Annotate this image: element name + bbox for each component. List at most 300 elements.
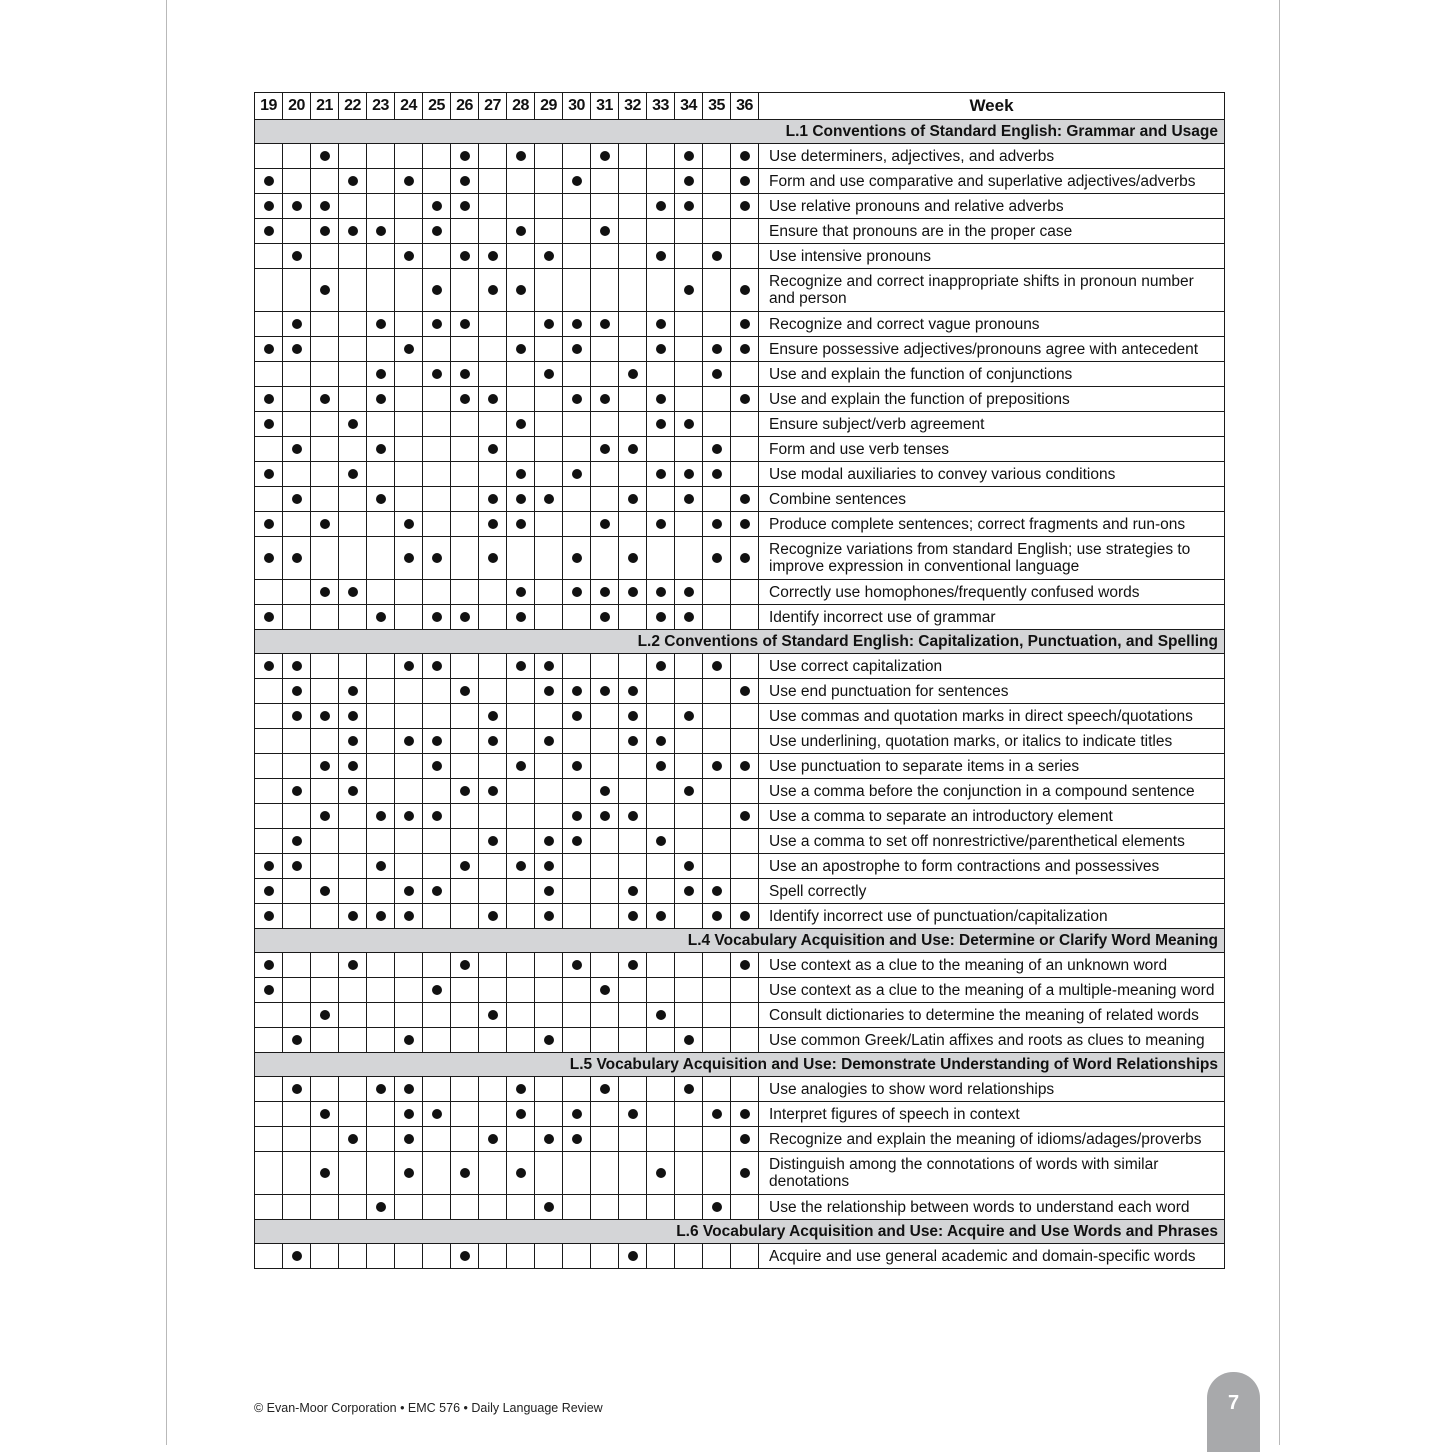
skill-mark <box>404 911 414 921</box>
week-cell-24 <box>395 854 423 879</box>
week-cell-21 <box>311 1195 339 1220</box>
skill-mark <box>320 886 330 896</box>
week-cell-21 <box>311 1102 339 1127</box>
section-header-row <box>255 929 1225 953</box>
week-cell-34 <box>675 1102 703 1127</box>
skill-mark <box>684 612 694 622</box>
week-cell-34 <box>675 804 703 829</box>
week-cell-25 <box>423 854 451 879</box>
week-cell-36 <box>731 337 759 362</box>
week-cell-30 <box>563 169 591 194</box>
skill-row <box>255 1127 1225 1152</box>
week-cell-23 <box>367 854 395 879</box>
skill-mark <box>348 761 358 771</box>
week-cell-24 <box>395 337 423 362</box>
skill-label: Use context as a clue to the meaning of a multiple-meaning word <box>759 978 1225 1003</box>
week-cell-30 <box>563 654 591 679</box>
skill-mark <box>264 661 274 671</box>
skill-label: Use a comma before the conjunction in a compound sentence <box>759 779 1225 804</box>
week-cell-27 <box>479 387 507 412</box>
skill-mark <box>516 519 526 529</box>
week-cell-35 <box>703 537 731 580</box>
week-cell-24 <box>395 487 423 512</box>
week-cell-20 <box>283 1244 311 1269</box>
week-cell-29 <box>535 754 563 779</box>
skill-mark <box>740 344 750 354</box>
skill-mark <box>432 985 442 995</box>
week-cell-33 <box>647 580 675 605</box>
week-cell-26 <box>451 437 479 462</box>
chart-body <box>255 120 1225 1269</box>
week-cell-31 <box>591 462 619 487</box>
skill-mark <box>656 736 666 746</box>
week-number-30: 30 <box>563 93 591 120</box>
skill-row <box>255 879 1225 904</box>
skill-mark <box>292 786 302 796</box>
skill-mark <box>292 251 302 261</box>
week-cell-25 <box>423 169 451 194</box>
week-cell-31 <box>591 512 619 537</box>
week-cell-27 <box>479 487 507 512</box>
week-cell-19 <box>255 1077 283 1102</box>
skill-mark <box>684 1035 694 1045</box>
week-cell-32 <box>619 754 647 779</box>
week-cell-30 <box>563 1152 591 1195</box>
week-cell-21 <box>311 729 339 754</box>
week-cell-24 <box>395 1102 423 1127</box>
skill-mark <box>544 911 554 921</box>
skill-mark <box>292 711 302 721</box>
week-cell-34 <box>675 312 703 337</box>
skill-mark <box>740 960 750 970</box>
skill-mark <box>544 1035 554 1045</box>
week-cell-26 <box>451 829 479 854</box>
skill-mark <box>516 151 526 161</box>
week-cell-29 <box>535 1127 563 1152</box>
week-cell-20 <box>283 1195 311 1220</box>
skill-mark <box>628 587 638 597</box>
week-cell-22 <box>339 269 367 312</box>
week-cell-30 <box>563 144 591 169</box>
skill-mark <box>292 861 302 871</box>
skill-row <box>255 169 1225 194</box>
week-cell-32 <box>619 1077 647 1102</box>
skill-mark <box>460 1168 470 1178</box>
week-cell-35 <box>703 804 731 829</box>
skill-mark <box>432 319 442 329</box>
skill-mark <box>684 1084 694 1094</box>
week-cell-26 <box>451 387 479 412</box>
skill-mark <box>628 911 638 921</box>
week-cell-28 <box>507 169 535 194</box>
skill-mark <box>656 836 666 846</box>
week-cell-27 <box>479 879 507 904</box>
week-cell-25 <box>423 269 451 312</box>
skill-mark <box>712 661 722 671</box>
week-cell-28 <box>507 1152 535 1195</box>
week-cell-31 <box>591 1152 619 1195</box>
week-cell-29 <box>535 312 563 337</box>
skill-mark <box>460 861 470 871</box>
skill-mark <box>320 587 330 597</box>
week-cell-20 <box>283 412 311 437</box>
week-cell-20 <box>283 387 311 412</box>
week-cell-22 <box>339 412 367 437</box>
week-cell-26 <box>451 169 479 194</box>
week-cell-34 <box>675 779 703 804</box>
week-cell-28 <box>507 1102 535 1127</box>
week-cell-26 <box>451 487 479 512</box>
week-cell-27 <box>479 412 507 437</box>
week-cell-25 <box>423 412 451 437</box>
skill-label: Use an apostrophe to form contractions and possessives <box>759 854 1225 879</box>
week-cell-23 <box>367 1028 395 1053</box>
week-cell-22 <box>339 437 367 462</box>
week-cell-25 <box>423 1195 451 1220</box>
week-cell-32 <box>619 854 647 879</box>
skill-mark <box>264 886 274 896</box>
skill-mark <box>600 811 610 821</box>
week-cell-35 <box>703 704 731 729</box>
week-cell-31 <box>591 1102 619 1127</box>
week-cell-23 <box>367 487 395 512</box>
skill-mark <box>544 686 554 696</box>
week-cell-21 <box>311 829 339 854</box>
week-number-21: 21 <box>311 93 339 120</box>
week-cell-34 <box>675 437 703 462</box>
skill-mark <box>572 469 582 479</box>
week-cell-23 <box>367 387 395 412</box>
skill-mark <box>348 1134 358 1144</box>
week-cell-27 <box>479 1028 507 1053</box>
week-cell-35 <box>703 462 731 487</box>
week-cell-35 <box>703 194 731 219</box>
week-cell-30 <box>563 978 591 1003</box>
week-cell-24 <box>395 580 423 605</box>
skill-mark <box>264 419 274 429</box>
week-number-36: 36 <box>731 93 759 120</box>
week-cell-35 <box>703 1244 731 1269</box>
week-cell-32 <box>619 1102 647 1127</box>
week-cell-27 <box>479 704 507 729</box>
week-cell-29 <box>535 512 563 537</box>
skill-mark <box>740 285 750 295</box>
week-cell-35 <box>703 1152 731 1195</box>
week-cell-19 <box>255 1195 283 1220</box>
skill-mark <box>292 319 302 329</box>
skill-row <box>255 953 1225 978</box>
week-cell-24 <box>395 1003 423 1028</box>
week-cell-30 <box>563 904 591 929</box>
section-title: L.6 Vocabulary Acquisition and Use: Acquire and Use Words and Phrases <box>255 1220 1225 1244</box>
week-cell-27 <box>479 1127 507 1152</box>
week-cell-23 <box>367 879 395 904</box>
week-cell-33 <box>647 605 675 630</box>
skill-row <box>255 462 1225 487</box>
week-cell-21 <box>311 1003 339 1028</box>
week-cell-33 <box>647 953 675 978</box>
week-cell-34 <box>675 1003 703 1028</box>
skill-row <box>255 337 1225 362</box>
week-cell-28 <box>507 779 535 804</box>
section-header-row <box>255 1220 1225 1244</box>
week-cell-32 <box>619 269 647 312</box>
week-cell-28 <box>507 144 535 169</box>
week-cell-19 <box>255 854 283 879</box>
week-cell-36 <box>731 269 759 312</box>
skill-mark <box>404 1168 414 1178</box>
week-cell-34 <box>675 679 703 704</box>
week-cell-25 <box>423 779 451 804</box>
week-cell-33 <box>647 779 675 804</box>
skill-mark <box>376 911 386 921</box>
week-number-22: 22 <box>339 93 367 120</box>
week-cell-31 <box>591 679 619 704</box>
skill-row <box>255 1102 1225 1127</box>
week-cell-30 <box>563 1102 591 1127</box>
skill-row <box>255 512 1225 537</box>
week-number-23: 23 <box>367 93 395 120</box>
week-cell-32 <box>619 312 647 337</box>
week-cell-25 <box>423 512 451 537</box>
week-cell-29 <box>535 437 563 462</box>
week-cell-24 <box>395 512 423 537</box>
skill-row <box>255 729 1225 754</box>
skill-mark <box>656 419 666 429</box>
skill-mark <box>488 285 498 295</box>
skill-label: Use end punctuation for sentences <box>759 679 1225 704</box>
skill-mark <box>516 1084 526 1094</box>
week-cell-30 <box>563 1028 591 1053</box>
week-cell-21 <box>311 1152 339 1195</box>
skill-mark <box>600 612 610 622</box>
week-cell-23 <box>367 219 395 244</box>
skill-mark <box>544 661 554 671</box>
week-cell-34 <box>675 337 703 362</box>
week-cell-21 <box>311 804 339 829</box>
week-cell-34 <box>675 1127 703 1152</box>
skill-mark <box>712 1109 722 1119</box>
week-cell-23 <box>367 244 395 269</box>
skill-mark <box>516 285 526 295</box>
week-cell-23 <box>367 437 395 462</box>
skill-mark <box>488 394 498 404</box>
week-cell-23 <box>367 754 395 779</box>
skill-mark <box>600 151 610 161</box>
week-cell-33 <box>647 804 675 829</box>
week-cell-31 <box>591 879 619 904</box>
week-cell-29 <box>535 854 563 879</box>
week-cell-23 <box>367 1077 395 1102</box>
skill-mark <box>488 786 498 796</box>
skill-mark <box>348 736 358 746</box>
week-cell-33 <box>647 537 675 580</box>
week-cell-30 <box>563 953 591 978</box>
week-cell-33 <box>647 754 675 779</box>
week-number-25: 25 <box>423 93 451 120</box>
skill-row <box>255 978 1225 1003</box>
week-cell-28 <box>507 829 535 854</box>
week-cell-22 <box>339 804 367 829</box>
week-cell-36 <box>731 1077 759 1102</box>
skill-label: Correctly use homophones/frequently confused words <box>759 580 1225 605</box>
week-cell-31 <box>591 144 619 169</box>
week-cell-32 <box>619 462 647 487</box>
week-cell-26 <box>451 269 479 312</box>
skill-mark <box>488 736 498 746</box>
week-cell-23 <box>367 779 395 804</box>
skill-mark <box>740 761 750 771</box>
week-cell-21 <box>311 462 339 487</box>
skill-mark <box>432 285 442 295</box>
week-cell-34 <box>675 854 703 879</box>
week-cell-21 <box>311 1244 339 1269</box>
skill-mark <box>432 661 442 671</box>
week-cell-26 <box>451 1003 479 1028</box>
week-cell-31 <box>591 729 619 754</box>
week-cell-27 <box>479 729 507 754</box>
skill-label: Use context as a clue to the meaning of an unknown word <box>759 953 1225 978</box>
week-cell-21 <box>311 1127 339 1152</box>
skill-mark <box>600 319 610 329</box>
week-cell-25 <box>423 904 451 929</box>
week-cell-19 <box>255 219 283 244</box>
skill-label: Form and use verb tenses <box>759 437 1225 462</box>
skill-mark <box>712 519 722 529</box>
skill-mark <box>740 494 750 504</box>
skill-mark <box>516 761 526 771</box>
week-cell-34 <box>675 244 703 269</box>
week-cell-24 <box>395 1244 423 1269</box>
week-cell-19 <box>255 829 283 854</box>
week-cell-19 <box>255 654 283 679</box>
week-cell-26 <box>451 904 479 929</box>
week-cell-22 <box>339 244 367 269</box>
week-cell-28 <box>507 1077 535 1102</box>
skill-mark <box>740 686 750 696</box>
week-cell-35 <box>703 654 731 679</box>
week-cell-20 <box>283 1102 311 1127</box>
week-cell-21 <box>311 537 339 580</box>
skill-mark <box>600 985 610 995</box>
week-cell-36 <box>731 978 759 1003</box>
week-cell-19 <box>255 754 283 779</box>
week-cell-25 <box>423 978 451 1003</box>
week-cell-27 <box>479 754 507 779</box>
page-edge-right <box>1279 0 1280 1445</box>
week-cell-22 <box>339 978 367 1003</box>
week-cell-20 <box>283 729 311 754</box>
skill-mark <box>684 587 694 597</box>
week-cell-29 <box>535 169 563 194</box>
skill-mark <box>488 494 498 504</box>
section-title: L.2 Conventions of Standard English: Capitalization, Punctuation, and Spelling <box>255 630 1225 654</box>
week-cell-24 <box>395 904 423 929</box>
skill-mark <box>320 285 330 295</box>
skill-mark <box>544 836 554 846</box>
week-cell-36 <box>731 312 759 337</box>
skill-mark <box>376 369 386 379</box>
week-cell-22 <box>339 219 367 244</box>
week-cell-23 <box>367 412 395 437</box>
week-cell-36 <box>731 387 759 412</box>
skill-label: Use commas and quotation marks in direct speech/quotations <box>759 704 1225 729</box>
week-cell-28 <box>507 978 535 1003</box>
week-cell-20 <box>283 1003 311 1028</box>
week-cell-31 <box>591 978 619 1003</box>
week-cell-30 <box>563 412 591 437</box>
week-cell-31 <box>591 904 619 929</box>
week-cell-28 <box>507 953 535 978</box>
week-cell-19 <box>255 144 283 169</box>
week-cell-29 <box>535 779 563 804</box>
week-cell-32 <box>619 169 647 194</box>
skill-mark <box>628 736 638 746</box>
week-cell-34 <box>675 362 703 387</box>
skill-mark <box>348 226 358 236</box>
week-cell-23 <box>367 679 395 704</box>
week-cell-20 <box>283 487 311 512</box>
week-cell-27 <box>479 804 507 829</box>
week-cell-28 <box>507 679 535 704</box>
skill-mark <box>292 201 302 211</box>
week-cell-33 <box>647 1102 675 1127</box>
week-cell-19 <box>255 169 283 194</box>
week-cell-31 <box>591 804 619 829</box>
week-cell-27 <box>479 244 507 269</box>
week-cell-20 <box>283 1127 311 1152</box>
week-cell-24 <box>395 679 423 704</box>
week-cell-21 <box>311 512 339 537</box>
week-cell-24 <box>395 1195 423 1220</box>
skill-mark <box>600 394 610 404</box>
week-cell-20 <box>283 1077 311 1102</box>
skill-label: Recognize and explain the meaning of idioms/adages/proverbs <box>759 1127 1225 1152</box>
week-cell-22 <box>339 779 367 804</box>
skill-mark <box>656 911 666 921</box>
week-cell-21 <box>311 978 339 1003</box>
skill-mark <box>684 711 694 721</box>
skill-mark <box>628 444 638 454</box>
week-cell-24 <box>395 754 423 779</box>
skill-mark <box>684 419 694 429</box>
week-cell-36 <box>731 462 759 487</box>
week-cell-24 <box>395 169 423 194</box>
skill-mark <box>320 1010 330 1020</box>
week-cell-36 <box>731 1102 759 1127</box>
week-cell-23 <box>367 704 395 729</box>
week-cell-22 <box>339 312 367 337</box>
week-cell-27 <box>479 362 507 387</box>
week-cell-31 <box>591 654 619 679</box>
skill-mark <box>600 786 610 796</box>
skill-label: Use analogies to show word relationships <box>759 1077 1225 1102</box>
week-cell-24 <box>395 1152 423 1195</box>
skill-mark <box>712 469 722 479</box>
week-cell-22 <box>339 537 367 580</box>
week-cell-36 <box>731 512 759 537</box>
skill-mark <box>488 836 498 846</box>
skill-mark <box>516 587 526 597</box>
skill-mark <box>516 1109 526 1119</box>
week-cell-26 <box>451 512 479 537</box>
week-cell-34 <box>675 387 703 412</box>
week-header-row <box>255 93 1225 120</box>
skill-row <box>255 387 1225 412</box>
section-header-row <box>255 1053 1225 1077</box>
week-cell-21 <box>311 244 339 269</box>
week-cell-28 <box>507 804 535 829</box>
